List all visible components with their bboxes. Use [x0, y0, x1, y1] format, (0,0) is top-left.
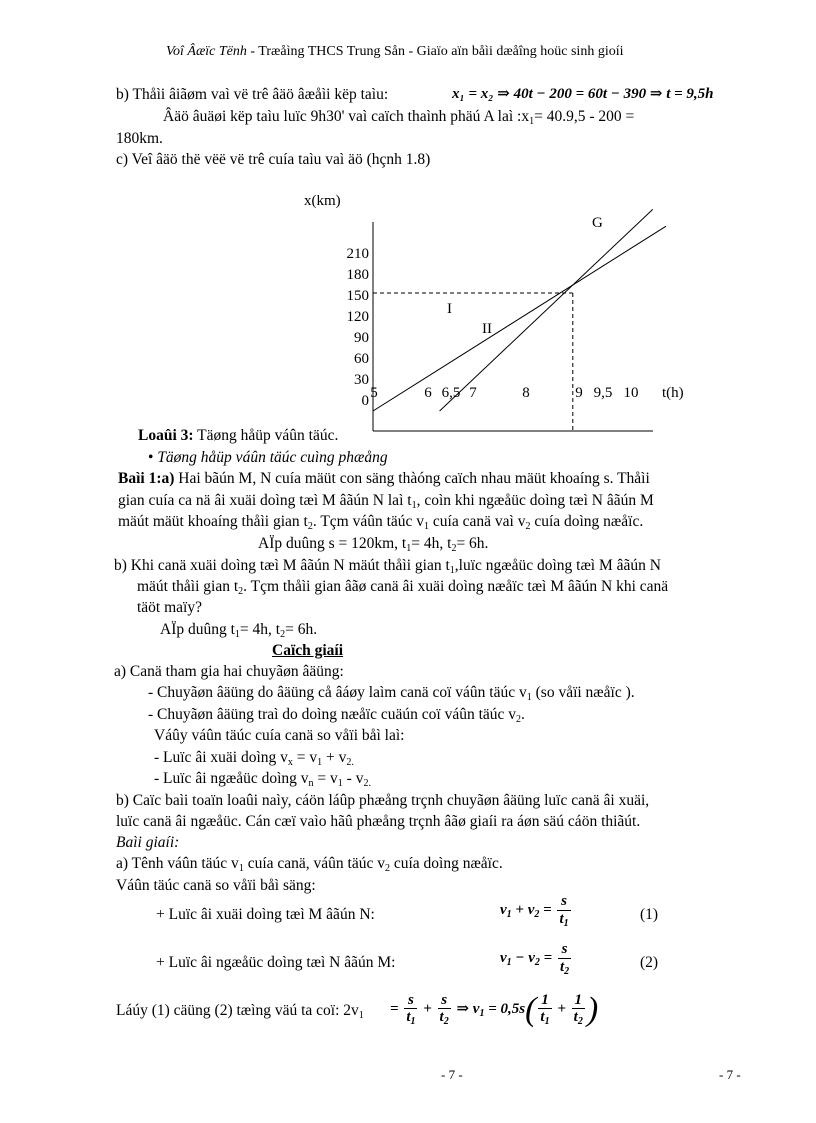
part-b-line3: 180km. — [116, 130, 163, 147]
section-loai3: Loaûi 3: Täøng håüp váûn täúc. — [138, 427, 339, 444]
header-author: Voî Âæïc Tënh — [166, 44, 247, 59]
eq2-number: (2) — [640, 954, 659, 971]
footer-page-left: - 7 - — [441, 1067, 463, 1082]
bai1-line2: gian cuía ca nä âi xuäi doìng tæì M âãún N laì $t_1$, coìn khi ngæåüc doìng tæì N âãún M — [118, 492, 654, 511]
part-b-formula: x₁ = x₂ ⇒ 40t − 200 = 60t − 390 ⇒ t = 9,5h — [452, 86, 714, 102]
section-subtitle: • Täøng håüp váûn täúc cuìng phæång — [148, 449, 388, 466]
solution-b1: b) Caïc baìi toaïn loaûi naìy, cáön láûp phæång trçnh chuyãøn âäüng luïc canä âi xuäi, — [116, 792, 650, 809]
eq1-formula: $v_1 + v_2$ = $\frac{s}{t_1}$ — [500, 893, 569, 929]
part-b-line2: Âäö âuäøi këp taìu luïc 9h30' vaì caïch thaình phäú A laì $:x_1= 40.9,5 - 200$ = — [163, 108, 635, 127]
solution-a2: - Chuyãøn âäüng traì do doìng næåïc cuäún coï váûn täúc $v_2$. — [148, 706, 525, 725]
y-axis-label: x(km) — [304, 193, 341, 209]
y-tick-label-60: 60 — [354, 351, 369, 367]
solution-b2: luïc canä âi ngæåüc. Cán cæï vaìo hãû phæång trçnh âãø giaíi ra áøn säú cáön thiãút. — [116, 813, 641, 830]
y-tick-label-180: 180 — [346, 267, 369, 283]
solution-g1: a) Tênh váûn täúc $v_1$ cuía canä, váûn täúc $v_2$ cuía doìng næåïc. — [116, 855, 503, 874]
solution-vay: Váûy váûn täúc cuía canä so våïi båì laì: — [154, 727, 405, 744]
bai1-b-line3: täöt maïy? — [137, 599, 202, 616]
y-tick-label-30: 30 — [354, 372, 369, 388]
y-tick-label-90: 90 — [354, 330, 369, 346]
series-label-I: I — [447, 301, 452, 317]
solution-xuoi: - Luïc âi xuäi doìng $v_x = v_1 + v_{2.}$ — [154, 749, 354, 768]
intersection-label: G — [592, 215, 603, 231]
sum-formula: = $\frac{s}{t_1}$ + $\frac{s}{t_2}$ ⇒ $v_1 = 0,5s$( $\frac{1}{t_1}$ + $\frac{1}{t_2}$ ) — [390, 991, 599, 1028]
bai1-b-line2: mäút thåìi gian $t_2$. Tçm thåìi gian âãø canä âi xuäi doìng næåïc tæì M âãún N khi canä — [137, 578, 669, 597]
solution-title: Caïch giaíi — [272, 642, 344, 659]
solution-a: a) Canä tham gia hai chuyãøn âäüng: — [114, 663, 344, 680]
solution-a1: - Chuyãøn âäüng do âäüng cå âáøy laìm canä coï váûn täúc $v_1$ (so våïi næåïc ). — [148, 684, 635, 703]
bullet-icon: • — [148, 449, 154, 466]
bai1-apdung2: AÏp duûng $t_1= 4h$, $t_2= 6h$. — [160, 621, 318, 640]
series-line-II — [440, 209, 653, 411]
bai1-b-line1: b) Khi canä xuäi doìng tæì M âãún N mäút thåìi gian $t_1,luïc$ ngæåüc doìng tæì M âãún N — [114, 557, 661, 576]
x-tick-label-6,5: 6,5 — [441, 385, 461, 401]
header-rest: - Træåìng THCS Trung Sån - Giaïo aïn båìi dæåîng hoüc sinh gioíi — [246, 44, 624, 59]
series-line-I — [373, 226, 666, 411]
x-tick-label-9: 9 — [575, 385, 583, 401]
eq2-formula: $v_1 - v_2$ = $\frac{s}{t_2}$ — [500, 941, 570, 977]
eq1-text: + Luïc âi xuäi doìng tæì M âãún N: — [156, 906, 375, 923]
x-tick-label-10: 10 — [623, 385, 639, 401]
y-tick-label-150: 150 — [346, 288, 369, 304]
bai1-line1: Baìi 1:a) Hai bãún M, N cuía mäüt con säng thàóng caïch nhau mäüt khoaíng s. Thåìi — [118, 470, 650, 487]
x-axis-label: t(h) — [662, 385, 684, 401]
solution-g2: Váûn täúc canä so våïi båì säng: — [116, 877, 316, 894]
x-tick-label-5: 5 — [370, 385, 378, 401]
solution-baigiai: Baìi giaíi: — [116, 834, 180, 851]
solution-nguoc: - Luïc âi ngæåüc doìng $v_n = v_1 - v_{2.}$ — [154, 770, 371, 789]
part-b-label: b) Thåìi âiãøm vaì vë trê âäö âæåìi këp taìu: — [116, 86, 389, 103]
x-tick-label-7: 7 — [469, 385, 477, 401]
x-tick-label-8: 8 — [522, 385, 530, 401]
part-c-label: c) Veî âäö thë vëë vë trê cuía taìu vaì äö (hçnh 1.8) — [116, 151, 431, 168]
series-label-II: II — [482, 321, 492, 337]
y-tick-label-120: 120 — [346, 309, 369, 325]
eq1-number: (1) — [640, 906, 659, 923]
eq2-text: + Luïc âi ngæåüc doìng tæì N âãún M: — [156, 954, 396, 971]
y-tick-label-0: 0 — [361, 393, 369, 409]
x-tick-label-6: 6 — [424, 385, 432, 401]
x-tick-label-9,5: 9,5 — [593, 385, 613, 401]
bai1-apdung: AÏp duûng s = 120km, $t_1= 4h$, $t_2= 6h$. — [258, 535, 489, 554]
bai1-line3: mäút mäüt khoaíng thåìi gian $t_2$. Tçm váûn täúc $v_1$ cuía canä vaì $v_2$ cuía doìng næåïc. — [118, 513, 644, 532]
footer-page-right: - 7 - — [719, 1067, 741, 1082]
y-tick-label-210: 210 — [346, 246, 369, 262]
solution-last-text: Láúy (1) cäüng (2) tæìng väú ta coï: $2v_1$ — [116, 1002, 364, 1021]
